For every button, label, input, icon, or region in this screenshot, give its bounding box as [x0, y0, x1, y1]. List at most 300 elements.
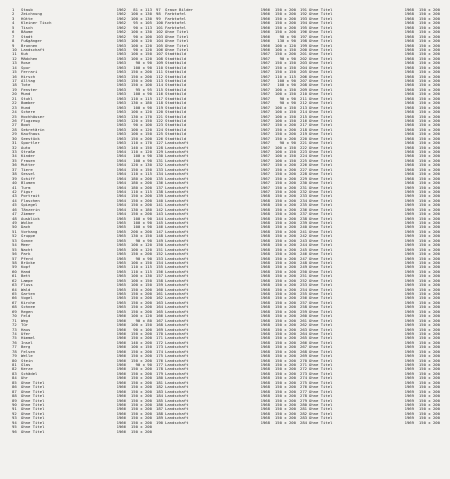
entry-number: 15	[12, 70, 17, 75]
entry-year: 1968	[260, 354, 270, 359]
entry-year: 1964	[116, 154, 126, 159]
entry-dimensions: 95 x 105	[133, 21, 152, 26]
entry-year: 1965	[116, 234, 126, 239]
entry-dimensions: 150 x 200	[130, 429, 152, 434]
entry-number: 117	[156, 96, 164, 101]
entry-year: 1968	[404, 101, 414, 106]
entry-title: Landschaft	[165, 225, 189, 230]
entry-year: 1968	[260, 278, 270, 283]
entry-dimensions: 200 x 200	[130, 229, 152, 234]
entry-year: 1966	[116, 331, 126, 336]
entry-year: 1966	[116, 420, 126, 425]
entry-year: 1967	[260, 181, 270, 186]
entry-title: Ohne Titel	[21, 398, 45, 403]
entry-number: 186	[156, 402, 164, 407]
entry-year: 1962	[116, 16, 126, 21]
entry-title: Landschaft	[165, 349, 189, 354]
entry-number: 209	[300, 87, 308, 92]
entry-number: 96	[12, 429, 17, 434]
entry-number: 29	[12, 132, 17, 137]
entry-title: Landschaft	[165, 420, 189, 425]
entry-year: 1968	[404, 163, 414, 168]
entry-year: 1968	[404, 167, 414, 172]
entry-dimensions: 90 x 90	[279, 56, 296, 61]
entry-year: 1969	[404, 420, 414, 425]
entry-dimensions: 100 x 130	[130, 12, 152, 17]
entry-number: 55	[12, 247, 17, 252]
entry-title: Ohne Titel	[309, 185, 333, 190]
entry-year: 1968	[404, 87, 414, 92]
entry-title: Staub	[21, 8, 33, 12]
entry-year: 1966	[116, 416, 126, 421]
entry-year: 1967	[260, 56, 270, 61]
entry-year: 1967	[260, 127, 270, 132]
entry-number: 132	[156, 163, 164, 168]
entry-number: 185	[156, 398, 164, 403]
entry-year: 1966	[260, 21, 270, 26]
entry-dimensions: 150 x 200	[274, 292, 296, 296]
entry-dimensions: 150 x 200	[130, 287, 152, 292]
entry-year: 1967	[260, 96, 270, 101]
entry-title: Landschaft	[165, 371, 189, 376]
entry-year: 1966	[116, 318, 126, 323]
entry-number: 190	[156, 420, 164, 425]
entry-dimensions: 150 x 200	[418, 420, 440, 425]
entry-year: 1968	[260, 309, 270, 314]
entry-title: Sessel	[21, 172, 36, 177]
entry-title: Ohne Titel	[309, 300, 333, 305]
entry-title: Landschaft	[165, 154, 189, 159]
entry-year: 1969	[404, 416, 414, 421]
entry-number: 59	[12, 265, 17, 270]
entry-number: 157	[156, 274, 164, 279]
entry-title: Ohne Titel	[309, 340, 333, 345]
entry-number: 127	[156, 141, 164, 146]
entry-title: Himmel	[21, 336, 36, 341]
entry-dimensions: 150 x 200	[418, 260, 440, 265]
entry-dimensions: 150 x 200	[274, 216, 296, 221]
entry-title: Lampe	[21, 278, 33, 283]
entry-number: 204	[300, 65, 308, 70]
entry-title: Ohne Titel	[309, 265, 333, 270]
entry-year: 1967	[260, 52, 270, 57]
entry-dimensions: 150 x 200	[274, 212, 296, 217]
entry-number: 107	[156, 52, 164, 57]
entry-dimensions: 150 x 200	[418, 340, 440, 345]
entry-number: 273	[300, 371, 308, 376]
entry-dimensions: 150 x 200	[418, 123, 440, 128]
entry-year: 1966	[116, 367, 126, 372]
entry-dimensions: 150 x 150	[274, 65, 296, 70]
entry-title: Ohne Titel	[309, 181, 333, 186]
entry-number: 39	[12, 176, 17, 181]
entry-number: 133	[156, 167, 164, 172]
entry-title: Landschaft	[165, 243, 189, 248]
entry-number: 86	[12, 385, 17, 390]
entry-year: 1968	[260, 331, 270, 336]
entry-number: 248	[300, 260, 308, 265]
entry-year: 1969	[404, 292, 414, 296]
entry-title: Ohne Titel	[309, 167, 333, 172]
entry-year: 1968	[260, 327, 270, 332]
entry-title: Uhr	[21, 376, 29, 381]
entry-dimensions: 150 x 200	[418, 114, 440, 119]
entry-number: 149	[156, 238, 164, 243]
entry-year: 1966	[260, 43, 270, 48]
entry-dimensions: 150 x 200	[418, 402, 440, 407]
entry-title: Landschaft	[165, 274, 189, 279]
entry-number: 130	[156, 154, 164, 159]
entry-year: 1968	[260, 389, 270, 394]
entry-number: 80	[12, 358, 17, 363]
entry-dimensions: 110 x 120	[130, 150, 152, 154]
entry-year: 1969	[404, 323, 414, 328]
entry-year: 1968	[404, 74, 414, 79]
entry-dimensions: 150 x 200	[274, 163, 296, 168]
entry-title: Alltag	[21, 79, 36, 83]
entry-number: 100	[156, 21, 164, 26]
entry-dimensions: 100 x 150	[274, 145, 296, 150]
entry-number: 179	[156, 371, 164, 376]
entry-dimensions: 150 x 200	[274, 229, 296, 234]
entry-title: Ohne Titel	[309, 127, 333, 132]
entry-number: 280	[300, 402, 308, 407]
entry-number: 77	[12, 345, 17, 350]
entry-year: 1968	[260, 194, 270, 199]
entry-dimensions: 150 x 200	[274, 407, 296, 412]
entry-number: 88	[12, 394, 17, 399]
entry-number: 2	[12, 12, 15, 17]
entry-number: 112	[156, 74, 164, 79]
entry-title: Tänzerin	[21, 207, 40, 212]
entry-dimensions: 150 x 200	[274, 167, 296, 172]
entry-number: 22	[12, 101, 17, 106]
entry-dimensions: 150 x 200	[418, 238, 440, 243]
entry-title: Ohne Titel	[309, 87, 333, 92]
entry-number: 160	[156, 287, 164, 292]
entry-year: 1965	[116, 274, 126, 279]
entry-number: 228	[300, 172, 308, 177]
entry-title: Ohne Titel	[309, 269, 333, 274]
entry-number: 239	[300, 221, 308, 225]
entry-number: 135	[156, 176, 164, 181]
entry-title: Landschaft	[165, 416, 189, 421]
entry-dimensions: 90 x 100	[133, 327, 152, 332]
entry-number: 46	[12, 207, 17, 212]
entry-number: 236	[300, 207, 308, 212]
entry-dimensions: 150 x 200	[418, 34, 440, 39]
entry-number: 201	[300, 52, 308, 57]
entry-year: 1968	[260, 269, 270, 274]
entry-title: Stadtbild	[165, 118, 187, 123]
entry-year: 1963	[116, 96, 126, 101]
entry-year: 1968	[404, 123, 414, 128]
entry-number: 254	[300, 287, 308, 292]
entry-year: 1966	[260, 8, 270, 12]
entry-dimensions: 90 x 90	[279, 96, 296, 101]
entry-number: 101	[156, 25, 164, 30]
entry-year: 1963	[116, 87, 126, 92]
entry-title: Kleiner Tisch	[21, 21, 52, 26]
entry-number: 95	[12, 425, 17, 430]
entry-year: 1968	[260, 336, 270, 341]
entry-dimensions: 150 x 200	[418, 172, 440, 177]
entry-dimensions: 150 x 200	[274, 252, 296, 257]
entry-dimensions: 100 x 150	[274, 118, 296, 123]
entry-title: Ohne Titel	[21, 380, 45, 385]
entry-title: Landschaft	[165, 327, 189, 332]
entry-dimensions: 90 x 90	[135, 61, 152, 66]
entry-year: 1968	[260, 283, 270, 288]
entry-year: 1968	[260, 363, 270, 367]
entry-number: 20	[12, 92, 17, 97]
entry-title: Spur	[21, 65, 31, 70]
entry-year: 1969	[404, 216, 414, 221]
entry-dimensions: 150 x 200	[274, 238, 296, 243]
entry-title: Ohne Titel	[309, 274, 333, 279]
entry-year: 1968	[260, 207, 270, 212]
entry-title: Landschaft	[165, 229, 189, 234]
entry-number: 61	[12, 274, 17, 279]
entry-dimensions: 150 x 200	[418, 336, 440, 341]
entry-title: Ohne Titel	[309, 416, 333, 421]
entry-dimensions: 150 x 200	[274, 127, 296, 132]
entry-year: 1966	[260, 12, 270, 17]
entry-title: Ohne Titel	[309, 221, 333, 225]
entry-title: Kerze	[21, 367, 33, 372]
entry-dimensions: 110 x 115	[130, 96, 152, 101]
entry-dimensions: 150 x 200	[418, 96, 440, 101]
entry-year: 1968	[260, 247, 270, 252]
entry-year: 1967	[260, 172, 270, 177]
entry-title: Ohne Titel	[309, 158, 333, 163]
entry-dimensions: 150 x 200	[274, 336, 296, 341]
entry-year: 1965	[116, 238, 126, 243]
entry-number: 263	[300, 327, 308, 332]
entry-dimensions: 150 x 200	[274, 16, 296, 21]
entry-title: Ohne Titel	[309, 336, 333, 341]
entry-dimensions: 100 x 90	[133, 225, 152, 230]
entry-year: 1968	[260, 292, 270, 296]
entry-dimensions: 150 x 200	[274, 340, 296, 345]
entry-year: 1969	[404, 252, 414, 257]
entry-title: Ohne Titel	[309, 371, 333, 376]
entry-year: 1966	[116, 354, 126, 359]
entry-dimensions: 150 x 200	[274, 398, 296, 403]
entry-dimensions: 150 x 200	[418, 21, 440, 26]
entry-title: Stadt	[21, 34, 33, 39]
entry-dimensions: 150 x 200	[130, 385, 152, 390]
entry-title: Ohne Titel	[21, 402, 45, 407]
entry-dimensions: 150 x 200	[418, 327, 440, 332]
entry-title: Ohne Titel	[309, 47, 333, 52]
entry-title: Landschaft	[21, 47, 45, 52]
entry-number: 27	[12, 123, 17, 128]
entry-dimensions: 150 x 200	[418, 56, 440, 61]
entry-year: 1968	[404, 110, 414, 115]
entry-title: Landschaft	[165, 385, 189, 390]
entry-dimensions: 150 x 200	[274, 354, 296, 359]
entry-number: 30	[12, 136, 17, 141]
entry-number: 92	[12, 411, 17, 416]
entry-dimensions: 150 x 200	[418, 247, 440, 252]
entry-title: Ohne Titel	[309, 278, 333, 283]
entry-year: 1967	[260, 154, 270, 159]
entry-number: 40	[12, 181, 17, 186]
entry-year: 1969	[404, 203, 414, 208]
entry-year: 1968	[404, 127, 414, 132]
entry-number: 281	[300, 407, 308, 412]
entry-year: 1963	[116, 56, 126, 61]
entry-dimensions: 150 x 200	[418, 150, 440, 154]
entry-dimensions: 150 x 200	[130, 74, 152, 79]
entry-number: 196	[300, 30, 308, 35]
entry-year: 1968	[260, 265, 270, 270]
entry-number: 272	[300, 367, 308, 372]
entry-year: 1968	[260, 394, 270, 399]
entry-number: 118	[156, 101, 164, 106]
entry-number: 187	[156, 407, 164, 412]
entry-year: 1968	[404, 61, 414, 66]
entry-number: 175	[156, 354, 164, 359]
entry-dimensions: 150 x 200	[130, 336, 152, 341]
entry-year: 1966	[116, 376, 126, 381]
entry-year: 1962	[116, 30, 126, 35]
entry-year: 1968	[260, 367, 270, 372]
entry-dimensions: 150 x 200	[418, 283, 440, 288]
entry-year: 1968	[404, 79, 414, 83]
entry-number: 221	[300, 141, 308, 146]
entry-year: 1963	[116, 47, 126, 52]
entry-title: Landschaft	[165, 203, 189, 208]
entry-number: 42	[12, 189, 17, 194]
entry-year: 1968	[404, 21, 414, 26]
entry-number: 4	[12, 21, 15, 26]
entry-year: 1964	[116, 189, 126, 194]
entry-number: 73	[12, 327, 17, 332]
entry-year: 1967	[260, 136, 270, 141]
entry-number: 41	[12, 185, 17, 190]
entry-number: 198	[300, 39, 308, 44]
entry-title: Landschaft	[165, 292, 189, 296]
entry-dimensions: 150 x 200	[418, 185, 440, 190]
entry-dimensions: 150 x 200	[418, 141, 440, 146]
entry-dimensions: 150 x 200	[418, 278, 440, 283]
entry-title: Graue Bilder	[165, 8, 194, 12]
entry-title: Weg	[21, 318, 29, 323]
entry-dimensions: 100 x 90	[277, 79, 296, 83]
entry-title: Landschaft	[165, 185, 189, 190]
entry-year: 1966	[116, 358, 126, 363]
entry-number: 210	[300, 92, 308, 97]
entry-dimensions: 150 x 200	[274, 283, 296, 288]
entry-dimensions: 150 x 200	[274, 402, 296, 407]
entry-title: Landschaft	[165, 212, 189, 217]
entry-year: 1962	[116, 25, 126, 30]
entry-number: 7	[12, 34, 15, 39]
entry-number: 158	[156, 278, 164, 283]
entry-title: Ohne Titel	[309, 12, 333, 17]
entry-number: 217	[300, 123, 308, 128]
entry-title: Ohne Titel	[309, 243, 333, 248]
entry-title: Ohne Titel	[309, 260, 333, 265]
entry-dimensions: 100 x 150	[274, 154, 296, 159]
entry-number: 1	[12, 8, 15, 12]
entry-number: 180	[156, 376, 164, 381]
entry-number: 269	[300, 354, 308, 359]
entry-number: 113	[156, 79, 164, 83]
entry-year: 1965	[116, 296, 126, 301]
entry-number: 97	[156, 8, 161, 12]
entry-year: 1967	[260, 185, 270, 190]
entry-number: 12	[12, 56, 17, 61]
entry-number: 131	[156, 158, 164, 163]
entry-number: 23	[12, 105, 17, 110]
entry-dimensions: 150 x 200	[418, 274, 440, 279]
entry-number: 103	[156, 34, 164, 39]
entry-dimensions: 150 x 200	[418, 158, 440, 163]
entry-title: Ohne Titel	[309, 189, 333, 194]
entry-number: 93	[12, 416, 17, 421]
entry-title: Landschaft	[165, 145, 189, 150]
entry-title: Landschaft	[165, 376, 189, 381]
entry-title: Ohne Titel	[165, 34, 189, 39]
entry-title: Ohne Titel	[309, 358, 333, 363]
entry-title: Farbtafel	[165, 12, 187, 17]
entry-dimensions: 150 x 200	[274, 243, 296, 248]
entry-dimensions: 150 x 200	[274, 221, 296, 225]
catalogue-column-2	[156, 8, 296, 479]
entry-title: Ohne Titel	[309, 363, 333, 367]
entry-year: 1966	[260, 34, 270, 39]
entry-year: 1968	[404, 136, 414, 141]
entry-year: 1968	[260, 221, 270, 225]
entry-dimensions: 150 x 200	[418, 145, 440, 150]
entry-year: 1969	[404, 327, 414, 332]
entry-year: 1968	[260, 318, 270, 323]
entry-year: 1968	[260, 287, 270, 292]
entry-year: 1967	[260, 176, 270, 181]
entry-dimensions: 100 x 90	[277, 83, 296, 88]
entry-title: Ohne Titel	[309, 101, 333, 106]
entry-year: 1969	[404, 283, 414, 288]
entry-year: 1968	[260, 225, 270, 230]
entry-title: Fenster	[21, 87, 38, 92]
entry-number: 58	[12, 260, 17, 265]
entry-dimensions: 150 x 200	[418, 234, 440, 239]
entry-title: Ohne Titel	[309, 30, 333, 35]
entry-number: 171	[156, 336, 164, 341]
entry-title: Ohne Titel	[309, 163, 333, 168]
entry-number: 139	[156, 194, 164, 199]
entry-number: 243	[300, 238, 308, 243]
entry-number: 36	[12, 163, 17, 168]
entry-title: Seestück	[21, 136, 40, 141]
entry-year: 1969	[404, 402, 414, 407]
entry-number: 208	[300, 83, 308, 88]
entry-title: Ohne Titel	[309, 296, 333, 301]
entry-year: 1967	[260, 110, 270, 115]
entry-title: Ohne Titel	[309, 305, 333, 310]
entry-number: 142	[156, 207, 164, 212]
entry-title: Schiff	[21, 176, 36, 181]
entry-title: Stein	[21, 358, 33, 363]
entry-year: 1968	[404, 30, 414, 35]
entry-number: 212	[300, 101, 308, 106]
entry-dimensions: 100 x 150	[274, 110, 296, 115]
entry-number: 219	[300, 132, 308, 137]
entry-number: 234	[300, 198, 308, 203]
